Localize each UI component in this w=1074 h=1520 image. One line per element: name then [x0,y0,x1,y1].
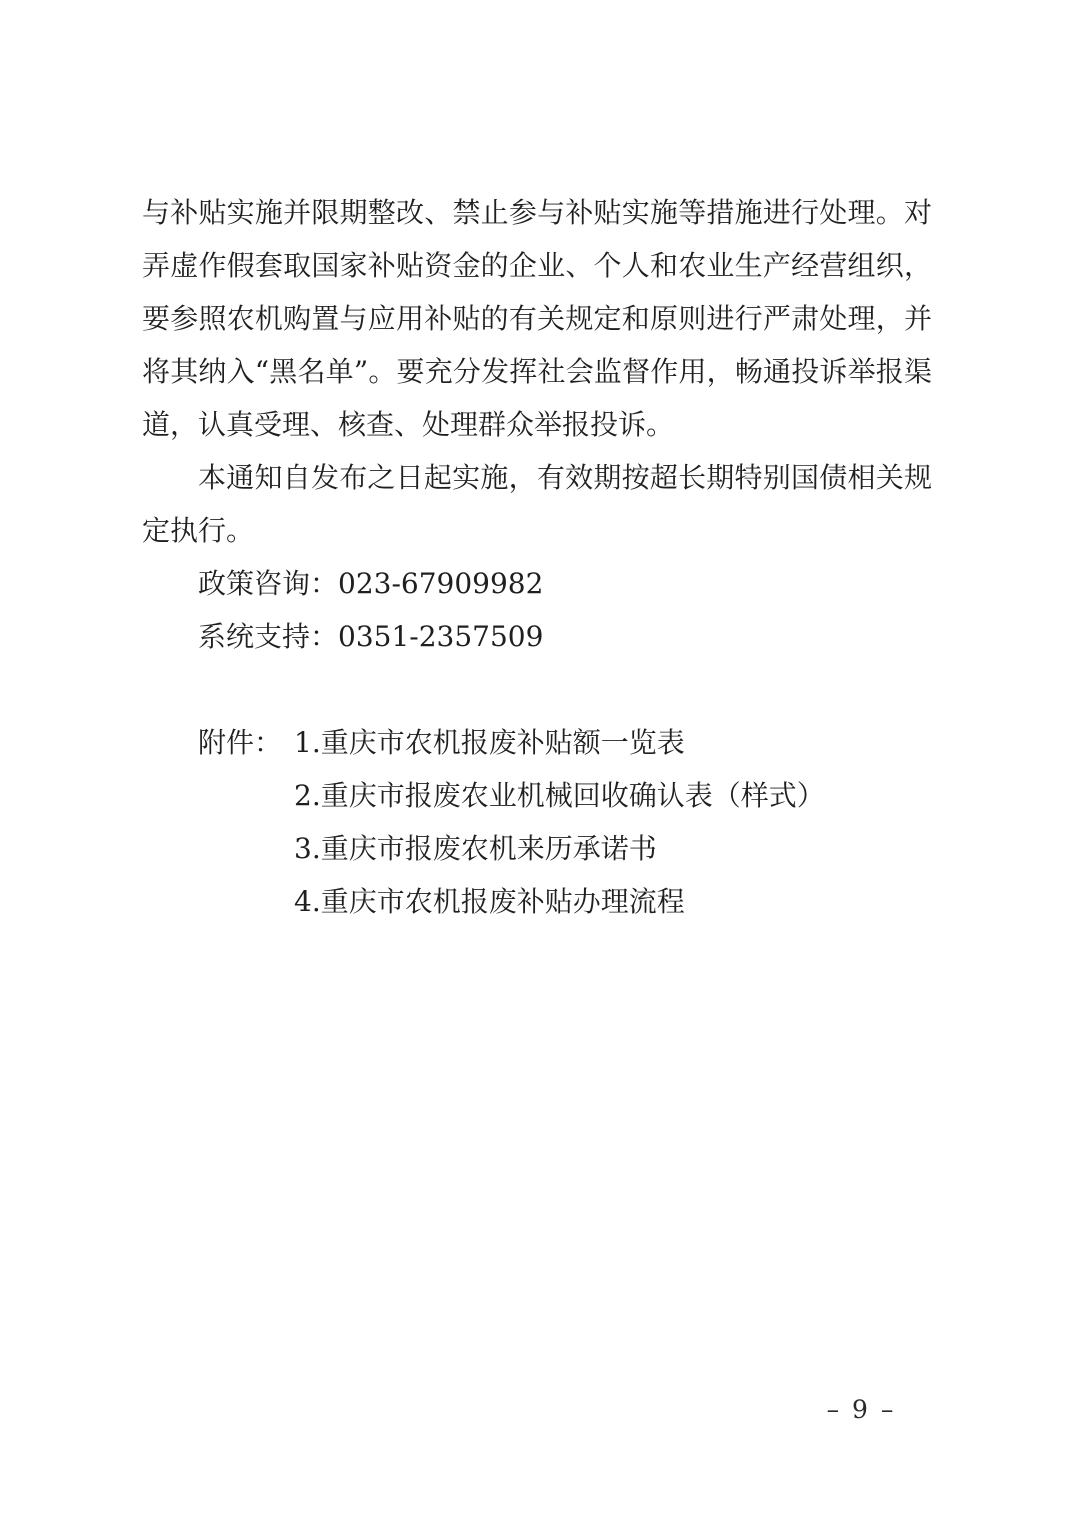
attachments-list [294,716,932,928]
policy-contact-line: 政策咨询：023-67909982 [198,567,544,600]
body-line: 定执行。 [142,514,255,547]
attachment-item: 2.重庆市报废农业机械回收确认表（样式） [294,779,825,812]
blank-line [142,663,932,716]
paragraph-continued [142,186,932,451]
paragraph-effective-period [142,451,932,557]
attachments-label: 附件： [198,726,283,759]
attachment-item: 3.重庆市报废农机来历承诺书 [294,832,657,865]
page-number: – 9 – [826,1395,894,1424]
attachment-item: 4.重庆市农机报废补贴办理流程 [294,885,685,918]
body-line: 道，认真受理、核查、处理群众举报投诉。 [142,408,675,441]
contact-info [142,557,932,663]
body-line: 要参照农机购置与应用补贴的有关规定和原则进行严肃处理，并 [142,302,932,335]
body-line: 与补贴实施并限期整改、禁止参与补贴实施等措施进行处理。对 [142,196,932,229]
body-line: 弄虚作假套取国家补贴资金的企业、个人和农业生产经营组织， [142,249,932,282]
attachments-row [142,716,932,928]
attachment-item: 1.重庆市农机报废补贴额一览表 [294,726,685,759]
system-contact-line: 系统支持：0351-2357509 [198,620,544,653]
document-body [142,186,932,928]
attachments-block [142,716,932,928]
body-line: 本通知自发布之日起实施，有效期按超长期特别国债相关规 [198,461,932,494]
body-line: 将其纳入“黑名单”。要充分发挥社会监督作用，畅通投诉举报渠 [142,355,932,388]
